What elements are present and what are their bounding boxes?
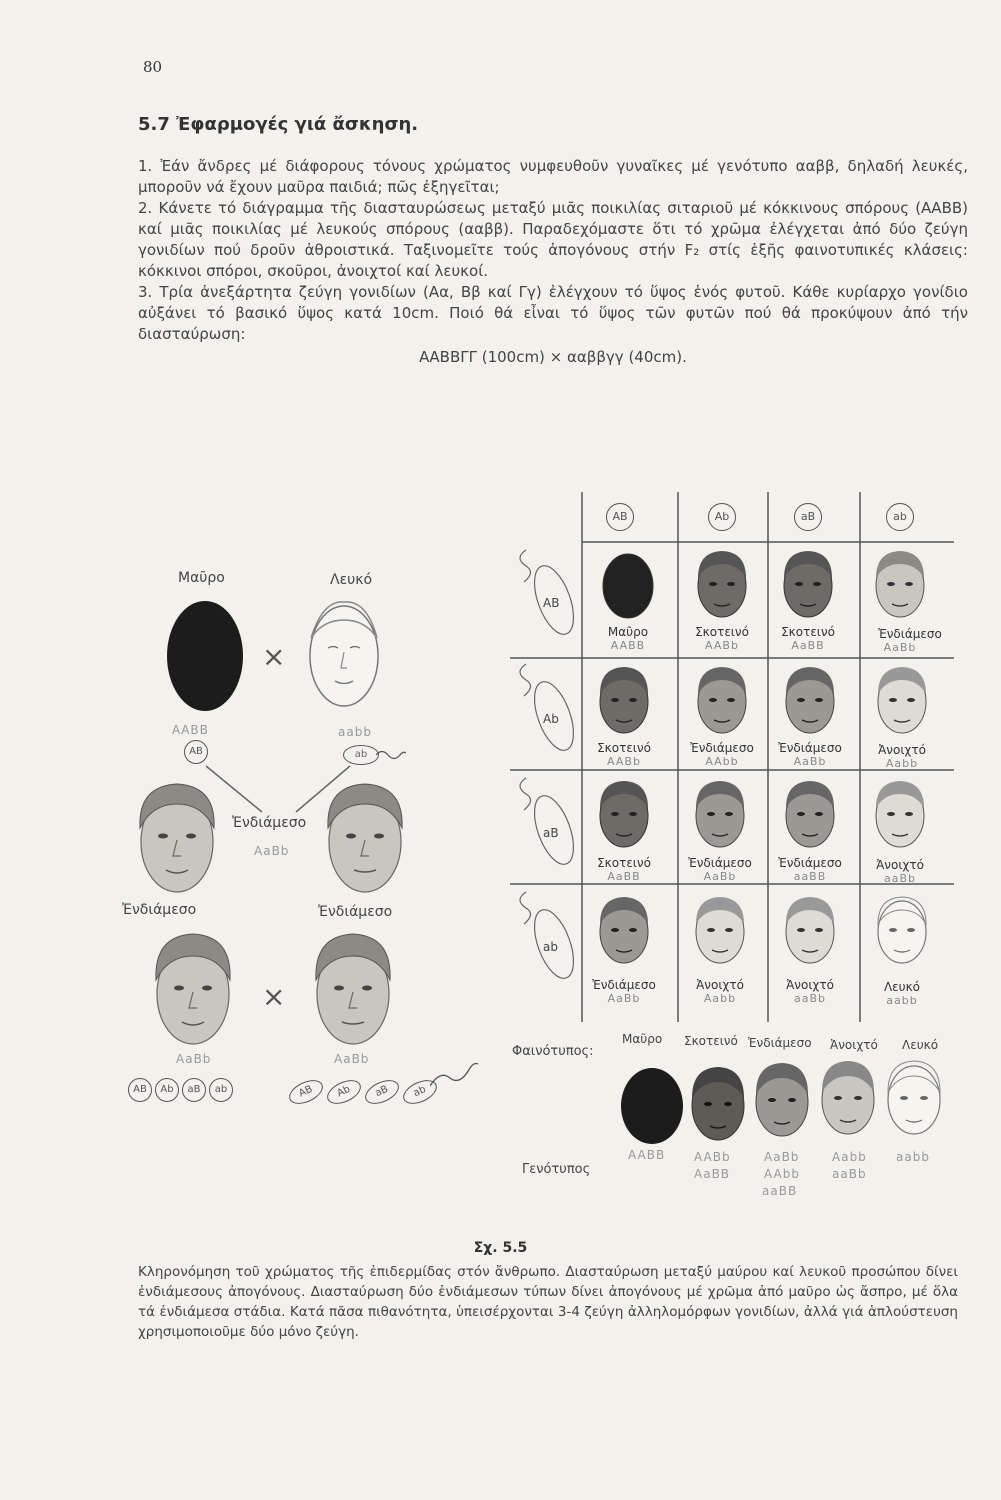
cell-genotype-r1c2: AABb xyxy=(705,639,739,652)
cell-face-r3c1 xyxy=(596,778,652,850)
genotype-2-1: AABb xyxy=(694,1150,731,1164)
egg-gamete-4: ab xyxy=(209,1078,233,1102)
egg-gamete-3: aB xyxy=(182,1078,206,1102)
black-parent-face xyxy=(165,598,245,713)
cell-genotype-r3c1: AaBB xyxy=(607,870,641,883)
cell-genotype-r4c4: aabb xyxy=(886,994,918,1007)
genotype-2-2: AaBB xyxy=(694,1167,731,1181)
cell-genotype-r1c3: AaBB xyxy=(791,639,825,652)
page-number: 80 xyxy=(143,58,163,76)
cell-label-r1c4: Ἐνδιάμεσο xyxy=(878,627,942,641)
genotype-3-1: AaBb xyxy=(764,1150,800,1164)
genotype-4-1: Aabb xyxy=(832,1150,867,1164)
parent-white-label: Λευκό xyxy=(330,572,373,588)
genotype-3-3: aaBB xyxy=(762,1184,798,1198)
column-gamete-3: aB xyxy=(794,503,822,531)
sperm-gamete-3: aB xyxy=(361,1075,402,1108)
cell-face-r3c2 xyxy=(692,778,748,850)
sperm-tail-icon xyxy=(376,748,406,762)
row-gamete-4: ab xyxy=(543,940,558,954)
cross-symbol-top: × xyxy=(262,640,286,673)
phenotype-face-3 xyxy=(752,1060,812,1140)
cell-genotype-r4c1: AaBb xyxy=(607,992,641,1005)
f1-genotype: AaBb xyxy=(254,844,290,858)
column-gamete-4: ab xyxy=(886,503,914,531)
cell-label-r1c2: Σκοτεινό xyxy=(695,625,749,639)
cell-face-r4c4 xyxy=(874,894,930,966)
cell-face-r2c4 xyxy=(874,664,930,736)
cell-genotype-r2c4: Aabb xyxy=(885,757,919,770)
parent-black-genotype: ΑΑΒΒ xyxy=(172,723,209,737)
f1-right-face xyxy=(320,778,410,896)
phenotype-face-1 xyxy=(618,1062,686,1146)
cell-face-r1c3 xyxy=(780,548,836,620)
sperm-gamete-1: AB xyxy=(285,1075,326,1108)
row-gamete-3: aB xyxy=(543,826,559,840)
white-parent-face xyxy=(303,596,385,711)
cell-face-r1c1 xyxy=(600,548,656,620)
cell-genotype-r1c4: AaBb xyxy=(883,641,917,654)
figure-number: Σχ. 5.5 xyxy=(473,1240,528,1256)
cross-formula: ΑΑΒΒΓΓ (100cm) × ααββγγ (40cm). xyxy=(419,348,687,366)
cell-label-r4c3: Ἀνοιχτό xyxy=(786,978,834,992)
cell-genotype-r2c3: AaBb xyxy=(793,755,827,768)
exercise-3: 3. Τρία ἀνεξάρτητα ζεύγη γονιδίων (Αα, Ββ καί Γγ) ἐλέγχουν τό ὕψος ἑνός φυτοῦ. Κάθε κυρίαρχο γονίδιο αὐξάνει τό βασικό ὕψος κατά 10cm. Ποιό θά εἶναι τό ὕψος τῶν φυτῶν πού θά προκύψουν ἀπό τήν διασταύρωση: xyxy=(138,283,968,343)
gamete-black: AB xyxy=(184,740,208,764)
phenotype-1: Μαῦρο xyxy=(622,1032,663,1046)
cell-face-r2c1 xyxy=(596,664,652,736)
phenotype-face-2 xyxy=(688,1064,748,1144)
gamete-white: ab xyxy=(343,745,379,765)
phenotype-face-5 xyxy=(884,1058,944,1138)
phenotype-3: Ἐνδιάμεσο xyxy=(748,1036,812,1050)
cell-genotype-r1c1: AABB xyxy=(610,639,646,652)
column-gamete-2: Ab xyxy=(708,503,736,531)
cell-genotype-r4c3: aaBb xyxy=(793,992,826,1005)
f1-left-label: Ἐνδιάμεσο xyxy=(122,902,197,918)
sperm-tail-bottom-icon xyxy=(430,1060,480,1090)
f1-label: Ἐνδιάμεσο xyxy=(232,815,307,831)
phenotype-face-4 xyxy=(818,1058,878,1138)
exercise-2: 2. Κάνετε τό διάγραμμα τῆς διασταυρώσεως μεταξύ μιᾶς ποικιλίας σιταριοῦ μέ κόκκινους σπόρους (ΑΑΒΒ) καί μιᾶς ποικιλίας μέ λευκούς σπόρους (ααββ). Παραδεχόμαστε ὅτι τό χρῶμα ἐλέγχεται ἀπό δύο ζεύγη γονιδίων πού δροῦν ἀθροιστικά. Ταξινομεῖτε τούς ἀπογόνους στήν F₂ στίς ἑξῆς φαινοτυπικές κλάσεις: κόκκινοι σπόροι, σκοῦροι, ἀνοιχτοί καί λευκοί. xyxy=(138,199,968,280)
cell-face-r1c4 xyxy=(872,548,928,620)
egg-gamete-2: Ab xyxy=(155,1078,179,1102)
cell-label-r2c4: Ἀνοιχτό xyxy=(878,743,926,757)
cell-label-r2c2: Ἐνδιάμεσο xyxy=(690,741,754,755)
parent-white-genotype: aabb xyxy=(338,725,372,739)
genotype-1-1: AABB xyxy=(628,1148,666,1162)
cell-label-r1c1: Μαῦρο xyxy=(607,625,649,639)
column-gamete-1: AB xyxy=(606,503,634,531)
cell-genotype-r3c3: aaBB xyxy=(793,870,827,883)
exercise-list xyxy=(138,156,968,368)
cross-symbol-bottom: × xyxy=(262,980,286,1013)
figure-caption: Κληρονόμηση τοῦ χρώματος τῆς ἐπιδερμίδας στόν ἄνθρωπο. Διασταύρωση μεταξύ μαύρου καί λευκοῦ προσώπου δίνει ἐνδιάμεσους ἀπογόνους. Διασταύρωση δύο ἐνδιάμεσων τύπων δίνει ἀπογόνους μέ χρῶμα ἀπό μαῦρο ὡς ἄσπρο, μέ ὅλα τά ἐνδιάμεσα στάδια. Κατά πᾶσα πιθανότητα, ὑπεισέρχονται 3-4 ζεύγη ἀλληλομόρφων γονιδίων, ἀλλά γιά ἁπλούστευση χρησιμοποιοῦμε δύο μόνο ζεύγη. xyxy=(138,1264,958,1340)
cell-face-r3c3 xyxy=(782,778,838,850)
section-title: 5.7 Ἐφαρμογές γιά ἄσκηση. xyxy=(138,114,419,135)
cell-face-r1c2 xyxy=(694,548,750,620)
phenotype-2: Σκοτεινό xyxy=(684,1034,738,1048)
genotype-label: Γενότυπος xyxy=(522,1162,591,1177)
cell-label-r4c2: Ἀνοιχτό xyxy=(696,978,744,992)
phenotype-label: Φαινότυπος: xyxy=(512,1044,594,1059)
bottom-right-genotype: AaBb xyxy=(334,1052,370,1066)
cell-label-r2c3: Ἐνδιάμεσο xyxy=(778,741,842,755)
genotype-5-1: aabb xyxy=(896,1150,930,1164)
egg-gamete-1: AB xyxy=(128,1078,152,1102)
cell-label-r3c4: Ἀνοιχτό xyxy=(876,858,924,872)
cell-genotype-r2c1: AABb xyxy=(607,755,641,768)
cell-label-r4c4: Λευκό xyxy=(883,980,921,994)
cell-label-r1c3: Σκοτεινό xyxy=(781,625,835,639)
cell-genotype-r3c4: aaBb xyxy=(883,872,916,885)
cell-face-r2c2 xyxy=(694,664,750,736)
parent-black-label: Μαῦρο xyxy=(178,570,225,586)
exercise-1: 1. Ἐάν ἄνδρες μέ διάφορους τόνους χρώματος νυμφευθοῦν γυναῖκες μέ γενότυπο ααββ, δηλαδή λευκές, μποροῦν νά ἔχουν μαῦρα παιδιά; πῶς ἐξηγεῖται; xyxy=(138,157,968,196)
cell-face-r4c3 xyxy=(782,894,838,966)
bottom-right-face xyxy=(308,928,398,1048)
cell-label-r3c3: Ἐνδιάμεσο xyxy=(778,856,842,870)
bottom-left-face xyxy=(148,928,238,1048)
sperm-gamete-4: ab xyxy=(399,1075,440,1108)
genotype-4-2: aaBb xyxy=(832,1167,867,1181)
cell-label-r3c2: Ἐνδιάμεσο xyxy=(688,856,752,870)
sperm-gamete-2: Ab xyxy=(323,1075,364,1108)
cell-face-r3c4 xyxy=(872,778,928,850)
f1-left-face xyxy=(132,778,222,896)
cell-face-r4c1 xyxy=(596,894,652,966)
cell-face-r2c3 xyxy=(782,664,838,736)
row-gamete-2: Ab xyxy=(543,712,559,726)
cell-label-r3c1: Σκοτεινό xyxy=(597,856,651,870)
cell-face-r4c2 xyxy=(692,894,748,966)
cell-genotype-r3c2: AaBb xyxy=(703,870,737,883)
cell-genotype-r4c2: Aabb xyxy=(703,992,737,1005)
phenotype-4: Ἀνοιχτό xyxy=(830,1038,878,1052)
cell-label-r4c1: Ἐνδιάμεσο xyxy=(592,978,656,992)
phenotype-5: Λευκό xyxy=(902,1038,939,1052)
row-gamete-1: AB xyxy=(543,596,560,610)
cell-label-r2c1: Σκοτεινό xyxy=(597,741,651,755)
bottom-left-genotype: AaBb xyxy=(176,1052,212,1066)
f1-right-label: Ἐνδιάμεσο xyxy=(318,904,393,920)
cell-genotype-r2c2: AAbb xyxy=(705,755,739,768)
genotype-3-2: AAbb xyxy=(764,1167,800,1181)
